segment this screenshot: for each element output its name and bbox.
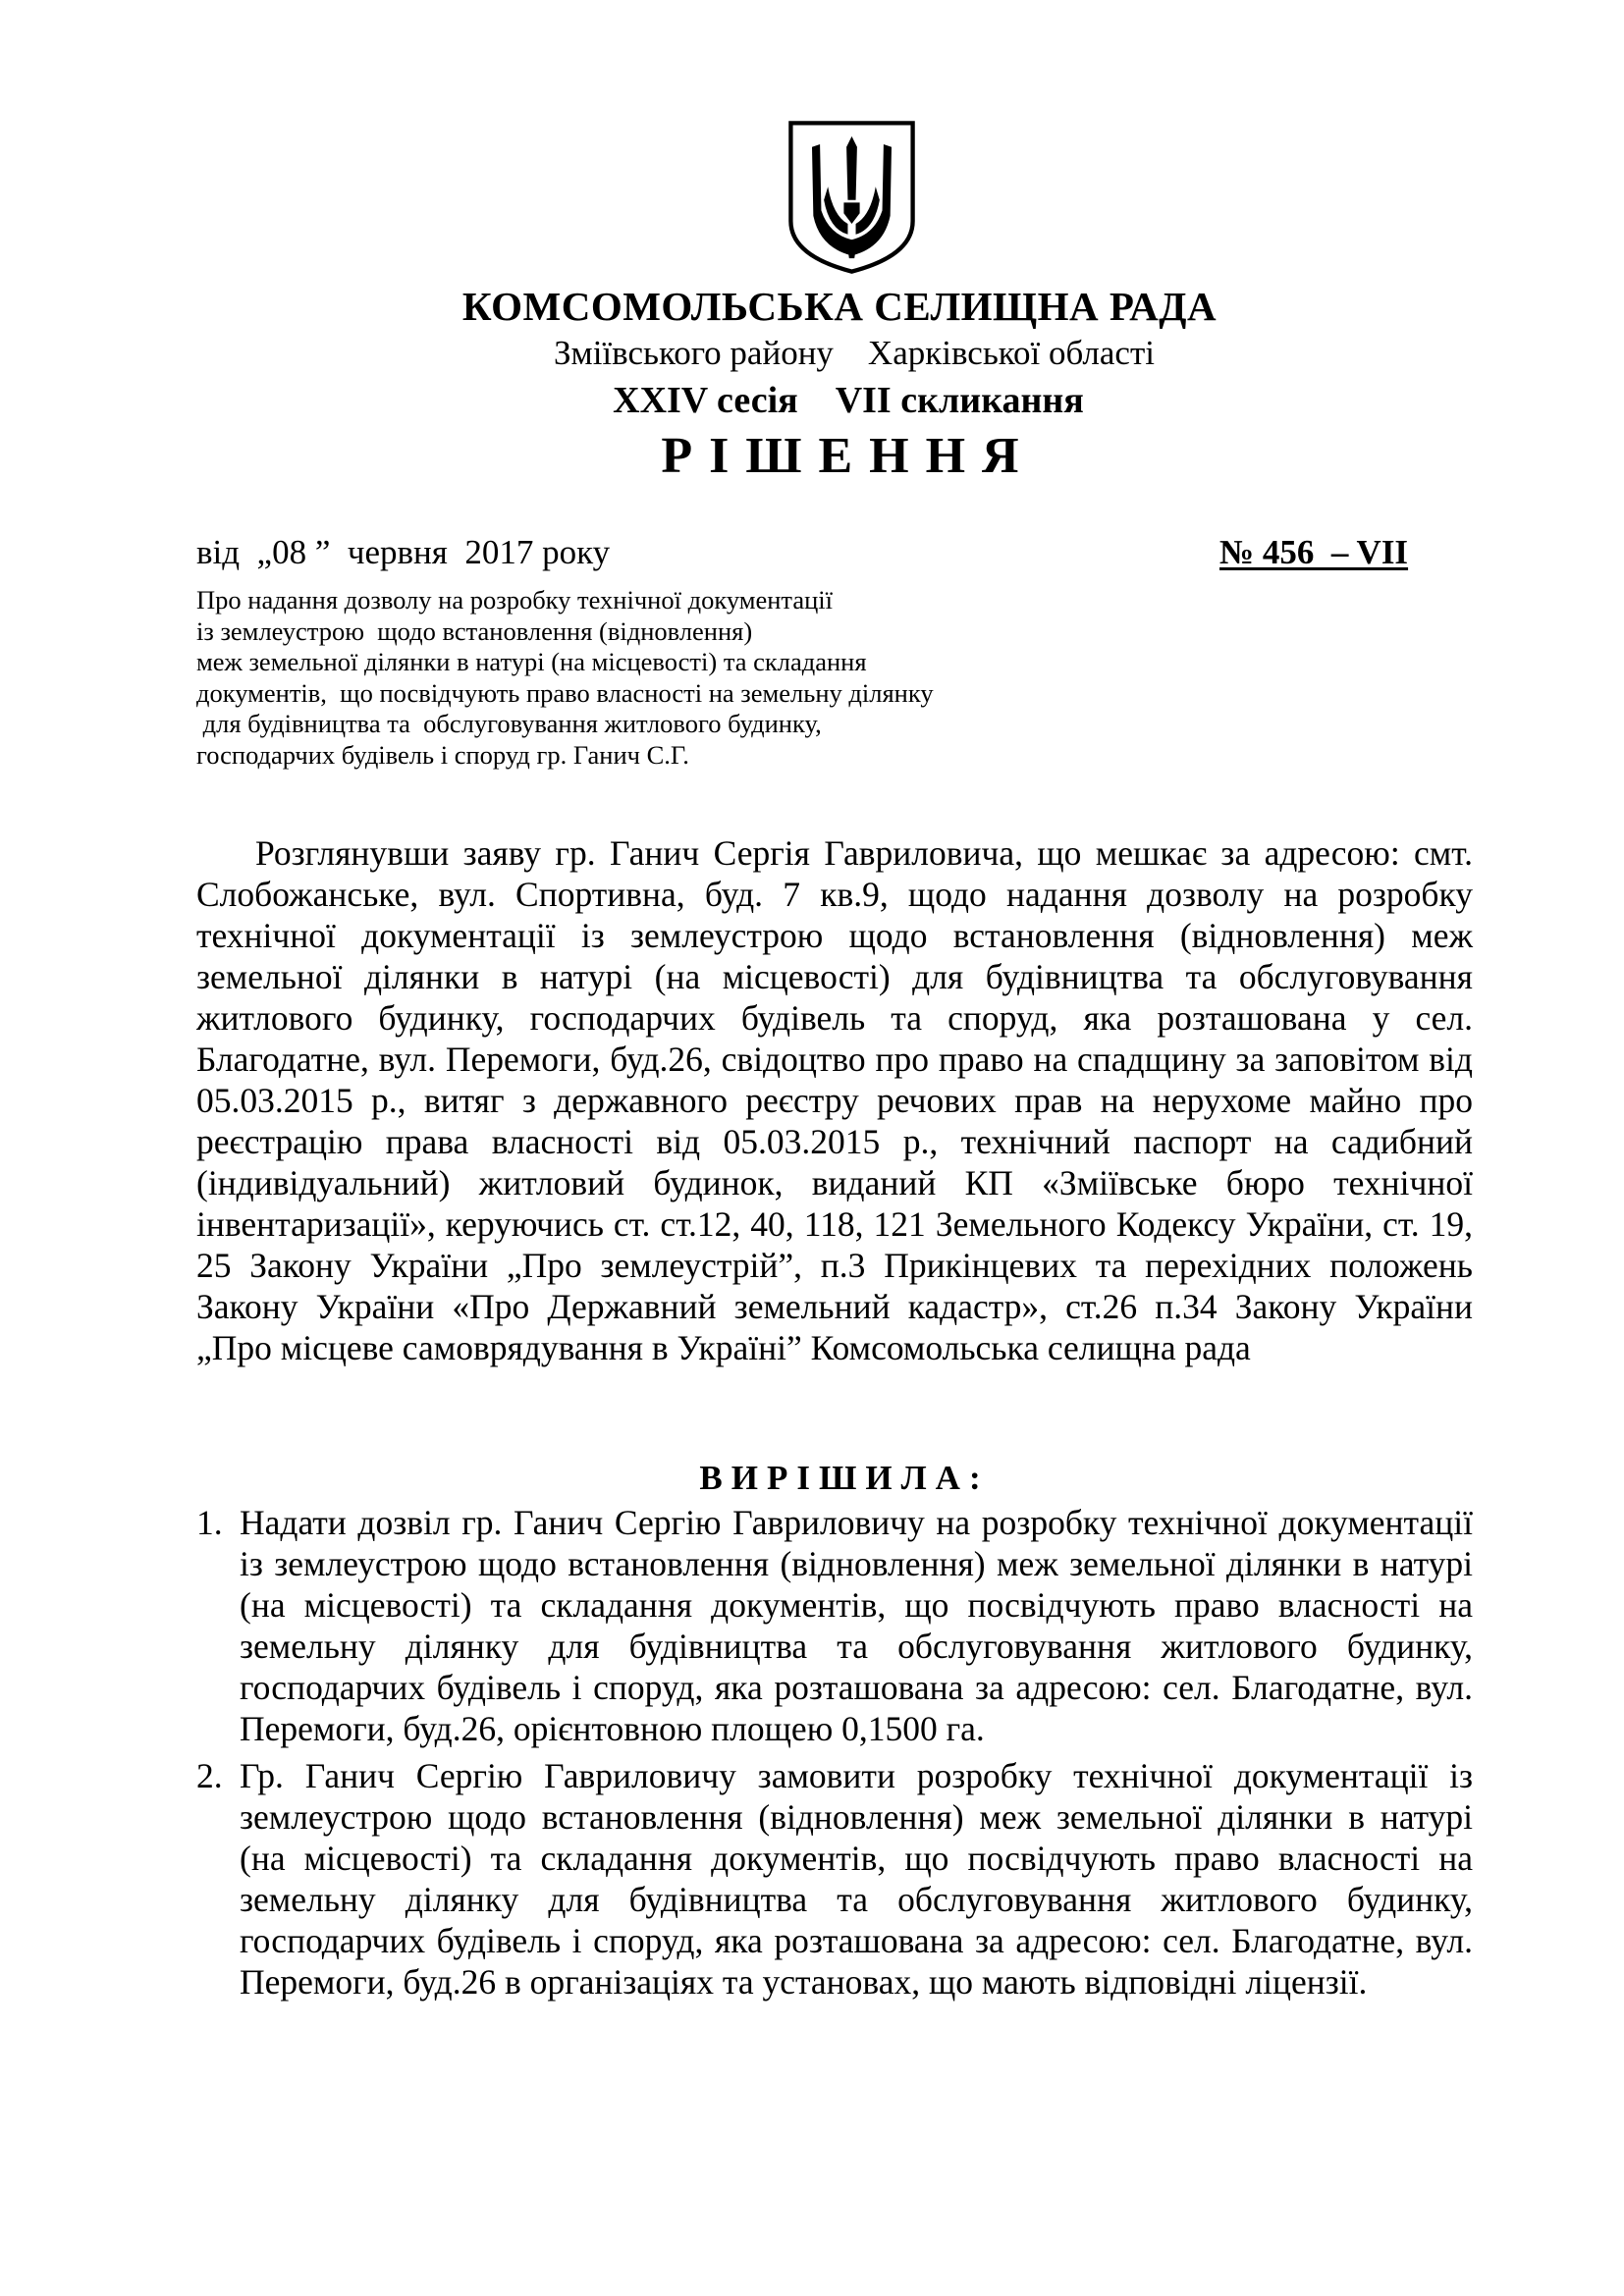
decision-subject (196, 585, 1178, 771)
decided-heading: ВИРІШИЛА: (699, 1459, 990, 1497)
subject-line: документів, що посвідчують право власності на земельну ділянку (196, 677, 934, 708)
coat-of-arms-icon (785, 118, 918, 277)
subject-line: господарчих будівель і споруд гр. Ганич С.Г. (196, 739, 689, 770)
subject-line: Про надання дозволу на розробку технічної документації (196, 585, 834, 614)
preamble-block (196, 832, 1473, 1368)
district-line: Зміївського району Харківської області (554, 334, 1155, 372)
session-line: XXIV сесія VII скликання (613, 380, 1084, 421)
subject-line: для будівництва та обслуговування житлового будинку, (196, 709, 822, 738)
decisions-list (196, 1502, 1473, 2008)
decision-item-text: Надати дозвіл гр. Ганич Сергію Гавриловичу на розробку технічної документації із землеустрою щодо встановлення (відновлення) меж земельної ділянки в натурі (на місцевості) та складання документів, що посвідчують право власності на земельну ділянку для будівництва та обслуговування житлового будинку, господарчих будівель і споруд, яка розташована за адресою: сел. Благодатне, вул. Перемоги, буд.26, орієнтовною площею 0,1500 га. (240, 1503, 1473, 1748)
decision-item-number: 2. (196, 1756, 223, 1795)
decision-item (196, 1755, 1473, 2002)
preamble-paragraph: Розглянувши заяву гр. Ганич Сергія Гавриловича, що мешкає за адресою: смт. Слобожанське, вул. Спортивна, буд. 7 кв.9, щодо надання дозволу на розробку технічної документації із землеустрою щодо встановлення (відновлення) меж земельної ділянки в натурі (на місцевості) для будівництва та обслуговування житлового будинку, господарчих будівель та споруд, яка розташована у сел. Благодатне, вул. Перемоги, буд.26, свідоцтво про право на спадщину за заповітом від 05.03.2015 р., витяг з державного реєстру речових прав на нерухоме майно про реєстрацію права власності від 05.03.2015 р., технічний паспорт на садибний (індивідуальний) житловий будинок, виданий КП «Зміївське бюро технічної інвентаризації», керуючись ст. ст.12, 40, 118, 121 Земельного Кодексу України, ст. 19, 25 Закону України „Про землеустрій”, п.3 Прикінцевих та перехідних положень Закону України «Про Державний земельний кадастр», ст.26 п.34 Закону України „Про місцеве самоврядування в Україні” Комсомольська селищна рада (196, 833, 1473, 1367)
decision-number: № 456 – VII (1219, 533, 1409, 571)
subject-line: меж земельної ділянки в натурі (на місцевості) та складання (196, 647, 867, 676)
decision-date: від „08 ” червня 2017 року (196, 533, 611, 571)
decision-item-number: 1. (196, 1503, 223, 1542)
decision-item-text: Гр. Ганич Сергію Гавриловичу замовити розробку технічної документації із землеустрою щодо встановлення (відновлення) меж земельної ділянки в натурі (на місцевості) та складання документів, що посвідчують право власності на земельну ділянку для будівництва та обслуговування житлового будинку, господарчих будівель і споруд, яка розташована за адресою: сел. Благодатне, вул. Перемоги, буд.26 в організаціях та установах, що мають відповідні ліцензії. (240, 1756, 1473, 2002)
document-type-title: РІШЕННЯ (661, 428, 1036, 484)
decision-item (196, 1502, 1473, 1749)
council-name: КОМСОМОЛЬСЬКА СЕЛИЩНА РАДА (461, 284, 1218, 329)
subject-line: із землеустрою щодо встановлення (відновлення) (196, 615, 753, 646)
